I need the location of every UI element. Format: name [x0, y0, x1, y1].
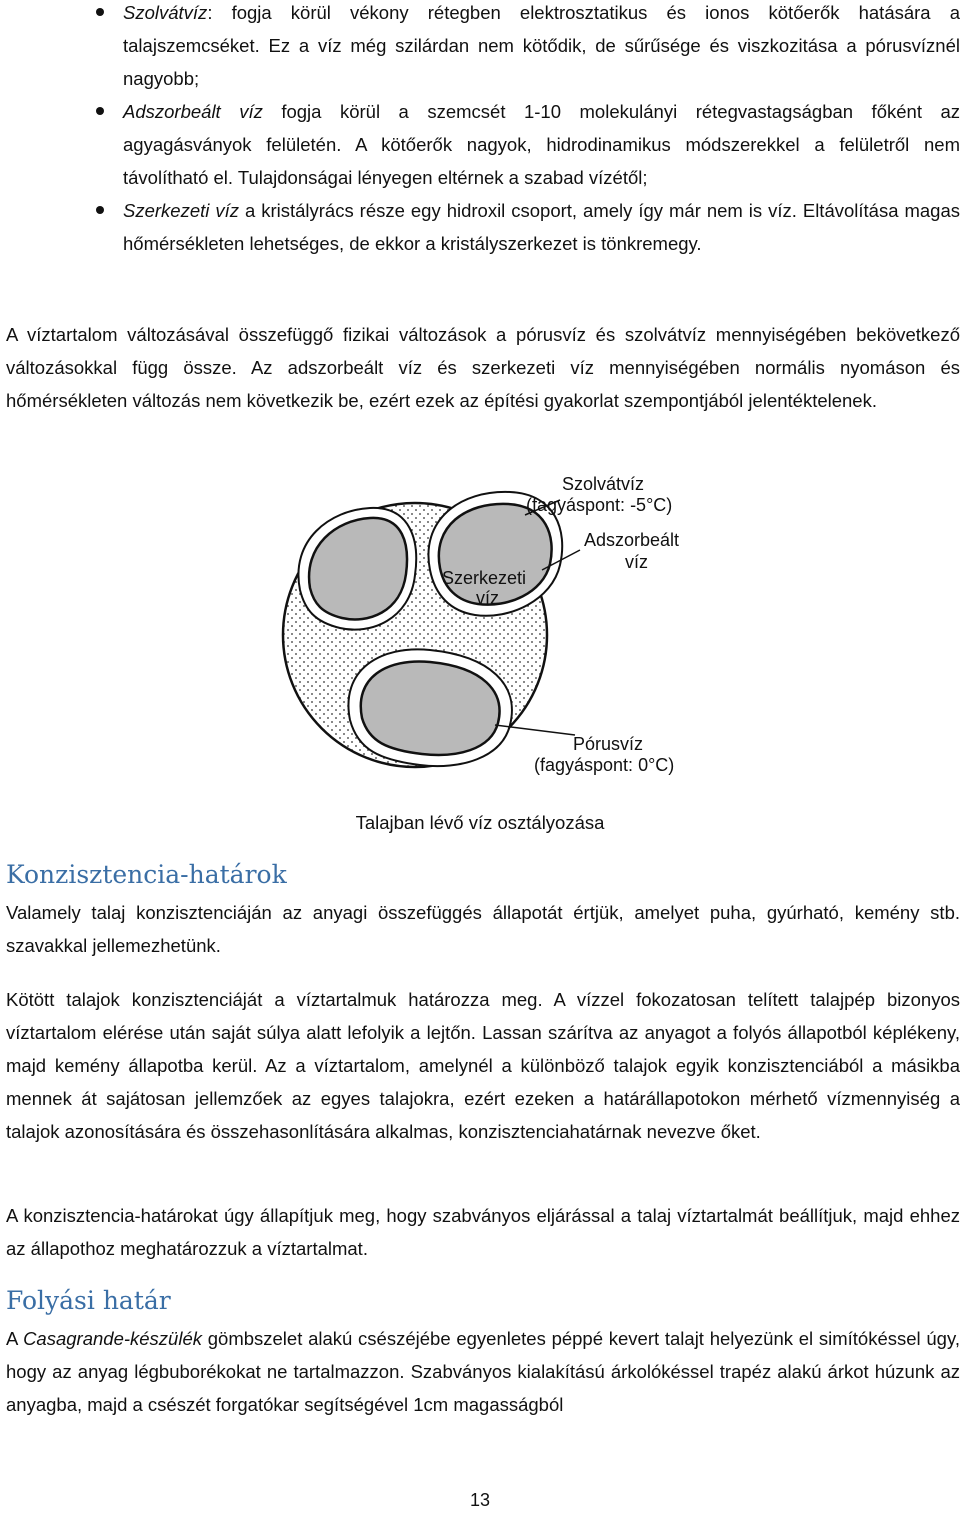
paragraph: Kötött talajok konzisztenciáját a víztartalmuk határozza meg. A vízzel fokozatosan telített talajpép bizonyos víztartalom elérése után saját súlya alatt lefolyik a lejtőn. Lassan szárítva az anyagot a folyós állapotból képlékeny, majd kemény állapotba kerül. Az a víztartalom, amelynél a különböző talajok egyik konzisztenciából a másikba mennek át sajátosan jellemzőek az egyes talajokra, ezért ezeken a határállapotokon mérhető vízmennyiség a talajok azonosítására és összehasonlítására alkalmas, konzisztenciahatárnak nevezve őket.: [6, 989, 960, 1142]
label-szerkezeti-viz: víz: [476, 588, 500, 608]
text: gömbszelet alakú csészéjébe egyenletes péppé kevert talajt helyezünk el simítókéssel úgy, hogy az anyag légbuborékokat ne tartalmazzon. Szabványos kialakítású árkolókéssel trapéz alakú árkot húzunk az anyagba, majd a csészét forgatókar segítségével 1cm magasságból: [6, 1328, 960, 1415]
term: Casagrande-készülék: [23, 1328, 202, 1349]
list-item-text: fogja körül a szemcsét 1-10 molekulányi rétegvastagságban főként az agyagásványok felületén. A kötőerők nagyok, hidrodinamikus módszerekkel a felületről nem távolítható el. Tulajdonságai lényegen eltérnek a szabad vízétől;: [123, 101, 960, 188]
label-porusviz-freezing: (fagyáspont: 0°C): [534, 755, 675, 775]
water-classification-figure: [270, 460, 710, 790]
list-item-text: a kristályrács része egy hidroxil csoport, amely így már nem is víz. Eltávolítása magas hőmérsékleten lehetséges, de ekkor a kristályszerkezet is tönkremegy.: [123, 200, 960, 254]
label-szolvatviz-freezing: (fagyáspont: -5°C): [526, 495, 673, 515]
paragraph: A konzisztencia-határokat úgy állapítjuk meg, hogy szabványos eljárással a talaj víztartalmát beállítjuk, majd ehhez az állapothoz meghatározzuk a víztartalmat.: [6, 1205, 960, 1259]
label-szerkezeti: Szerkezeti: [442, 568, 527, 588]
term: Szerkezeti víz: [123, 200, 239, 221]
term: Szolvátvíz: [123, 2, 208, 23]
section-heading: Konzisztencia-határok: [6, 860, 287, 889]
list-item: [0, 0, 960, 95]
label-szolvatviz: Szolvátvíz: [562, 474, 645, 494]
section-heading: Folyási határ: [6, 1286, 171, 1315]
label-adszorbealt-viz: víz: [625, 552, 649, 572]
water-types-list: [0, 0, 960, 260]
paragraph: [6, 1322, 960, 1421]
figure-caption: Talajban lévő víz osztályozása: [355, 812, 605, 833]
page-number: 13: [469, 1490, 491, 1510]
list-item: [0, 95, 960, 194]
paragraph: Valamely talaj konzisztenciáján az anyagi összefüggés állapotát értjük, amelyet puha, gyúrható, kemény stb. szavakkal jellemezhetünk.: [6, 902, 960, 956]
list-item: [0, 194, 960, 260]
term: Adszorbeált víz: [123, 101, 263, 122]
label-porusviz: Pórusvíz: [573, 734, 644, 754]
text: A: [6, 1328, 24, 1349]
label-adszorbealt: Adszorbeált: [584, 530, 680, 550]
list-item-text: : fogja körül vékony rétegben elektrosztatikus és ionos kötőerők hatására a talajszemcséket. Ez a víz még szilárdan nem kötődik, de sűrűsége és viszkozitása a pórusvíznél nagyobb;: [123, 2, 960, 89]
paragraph: A víztartalom változásával összefüggő fizikai változások a pórusvíz és szolvátvíz mennyiségében bekövetkező változásokkal függ össze. Az adszorbeált víz és szerkezeti víz mennyiségében normális nyomáson és hőmérsékleten változás nem következik be, ezért ezek az építési gyakorlat szempontjából jelentéktelenek.: [6, 324, 960, 411]
grain: [361, 661, 500, 754]
